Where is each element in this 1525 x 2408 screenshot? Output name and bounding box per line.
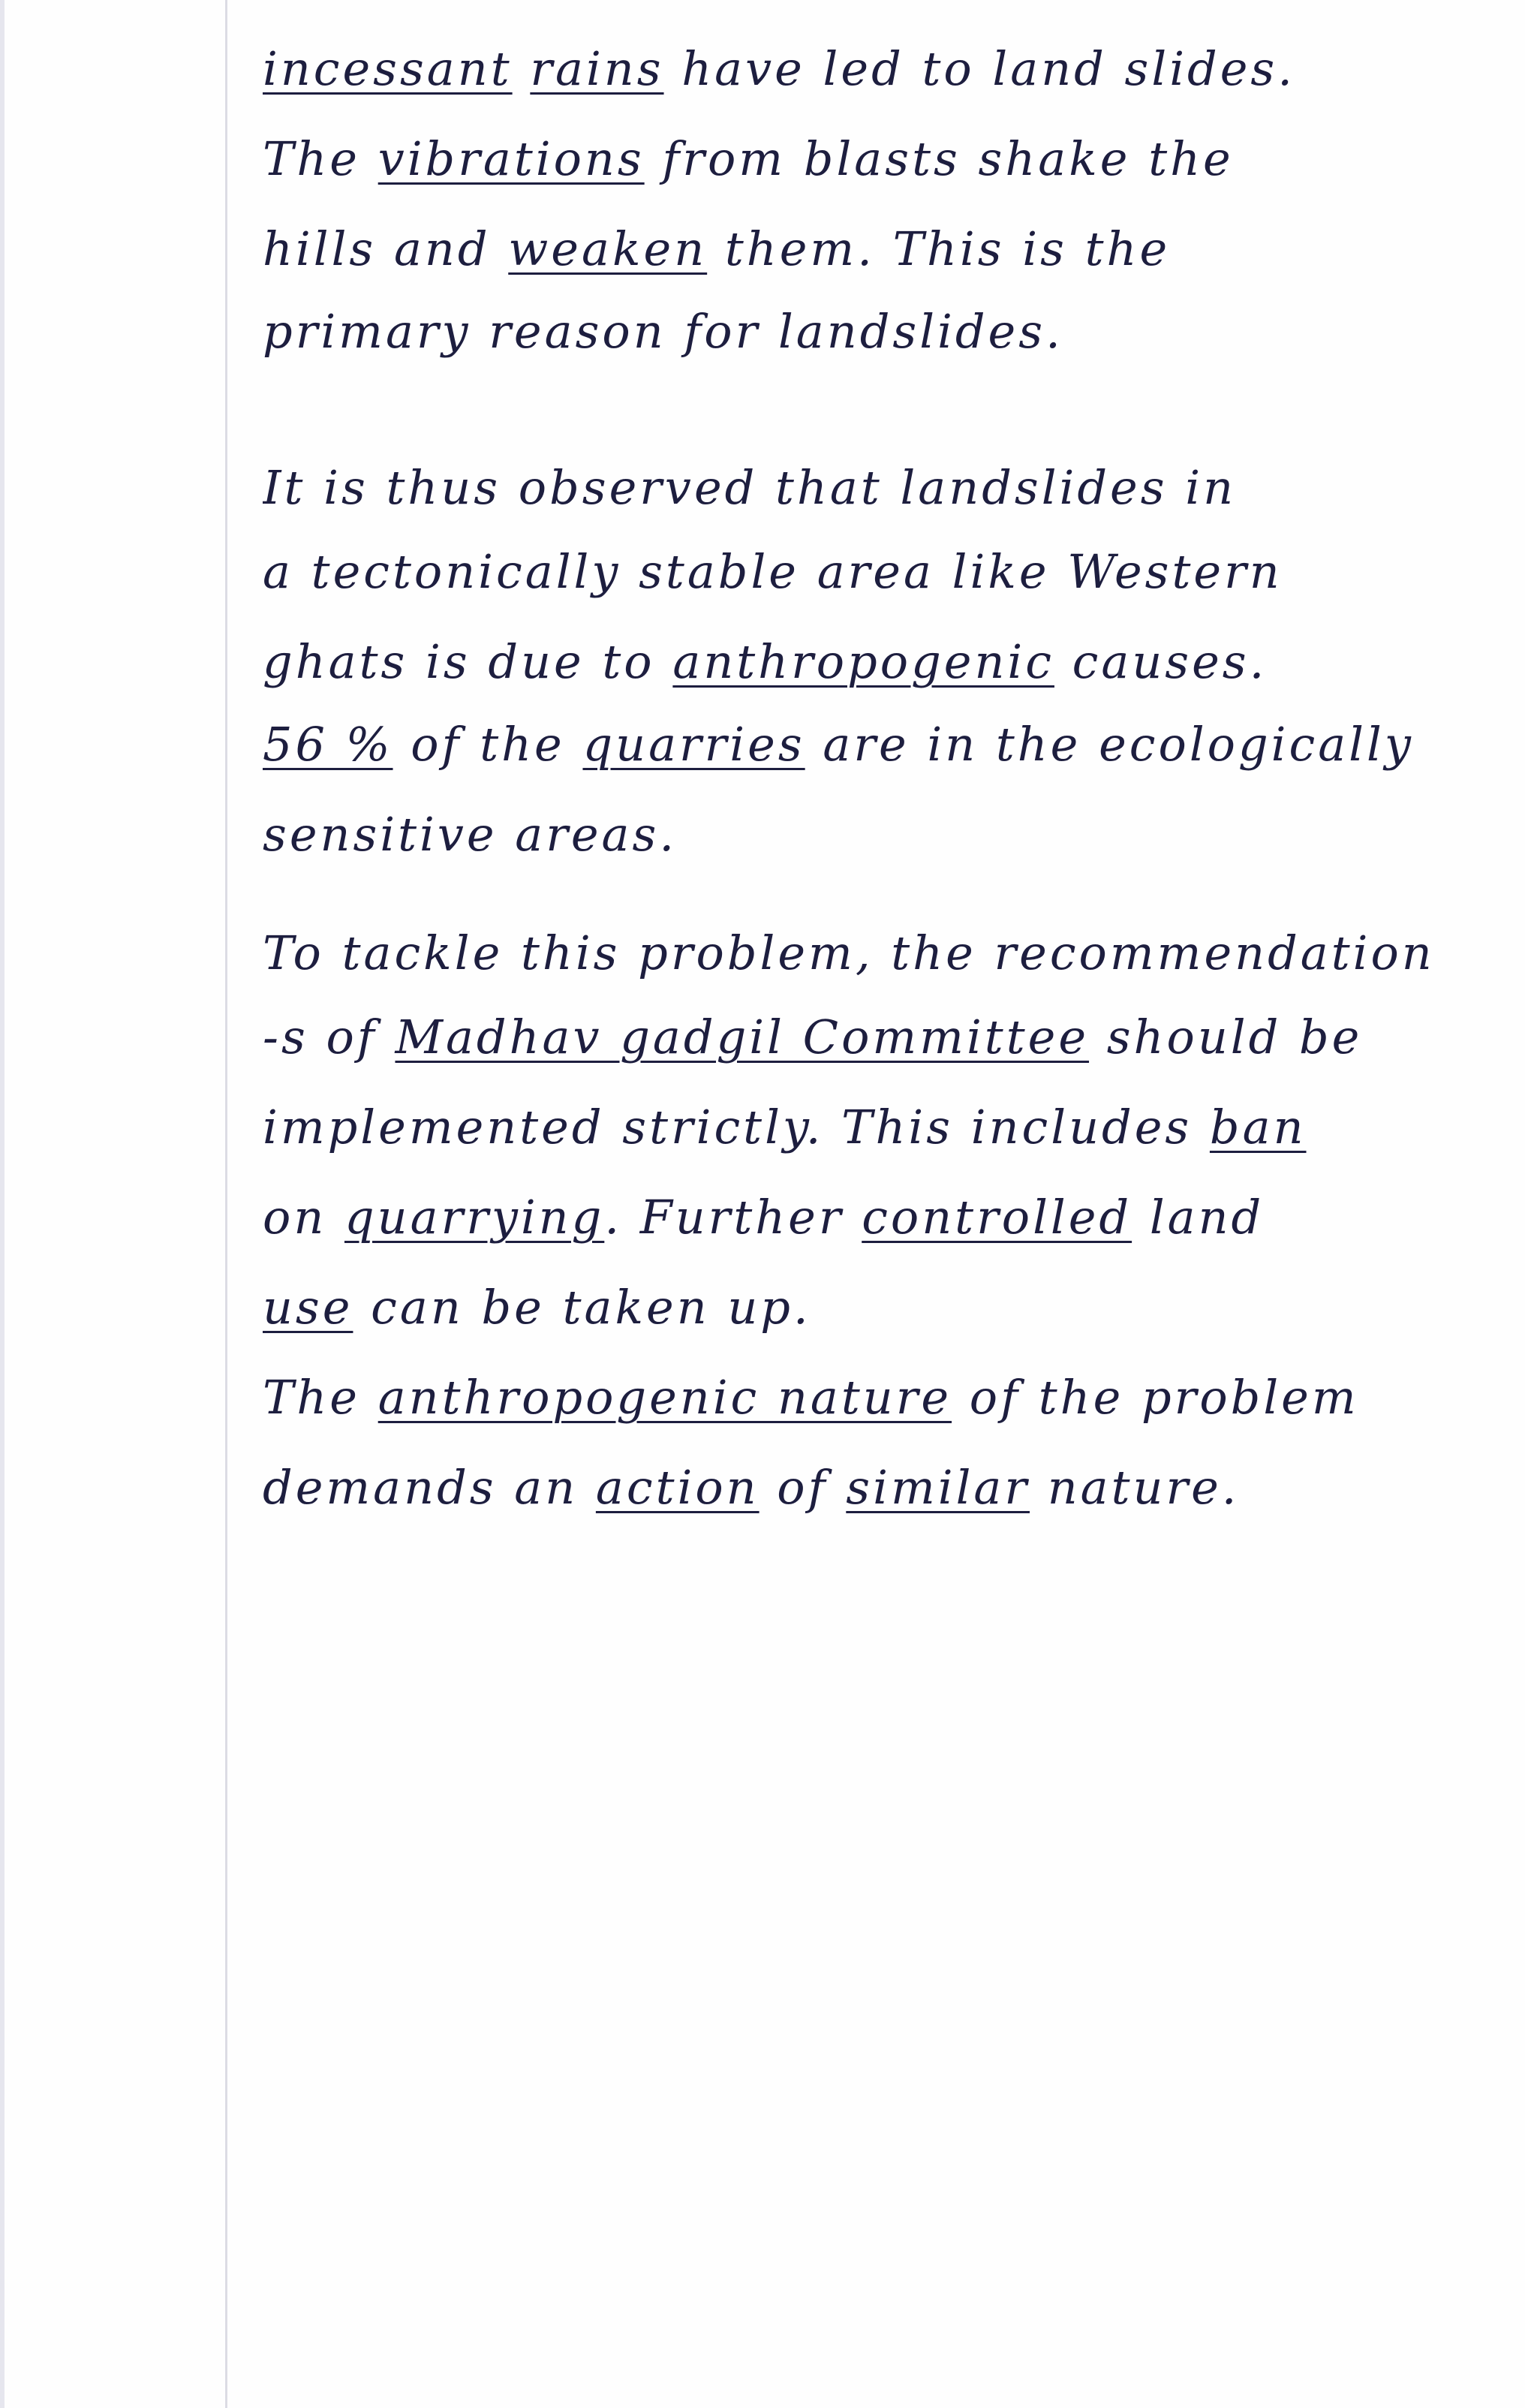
text-line <box>263 129 1508 189</box>
text-segment: a tectonically stable area like Western <box>263 544 1283 599</box>
underlined-phrase: vibrations <box>377 131 645 186</box>
text-line <box>263 1368 1508 1428</box>
underlined-phrase: quarrying <box>344 1190 605 1245</box>
text-line <box>263 1187 1508 1248</box>
text-segment: of the <box>393 717 583 772</box>
text-segment: sensitive areas. <box>263 807 678 862</box>
text-segment: should be <box>1089 1010 1363 1064</box>
text-line <box>263 1007 1508 1067</box>
underlined-phrase: similar <box>846 1460 1030 1515</box>
text-segment: are in the ecologically <box>805 717 1414 772</box>
underlined-phrase: weaken <box>508 221 708 276</box>
text-segment: . Further <box>604 1190 862 1245</box>
text-segment: causes. <box>1054 634 1268 689</box>
text-segment: nature. <box>1030 1460 1240 1515</box>
underlined-phrase: controlled <box>862 1190 1132 1245</box>
text-line <box>263 632 1508 692</box>
text-segment: of <box>759 1460 847 1515</box>
text-segment: To tackle this problem, the recommendation <box>263 926 1435 980</box>
page-edge <box>0 0 5 2408</box>
underlined-phrase: anthropogenic <box>672 634 1054 689</box>
text-segment: It is thus observed that landslides in <box>263 460 1237 515</box>
text-segment: hills and <box>263 221 509 276</box>
underlined-phrase: use <box>263 1280 353 1335</box>
underlined-phrase: rains <box>530 41 664 96</box>
text-line <box>263 805 1508 865</box>
margin-line <box>225 0 227 2408</box>
text-segment: The <box>263 131 378 186</box>
text-segment: ghats is due to <box>263 634 673 689</box>
text-segment: -s of <box>263 1010 396 1064</box>
text-line <box>263 1097 1508 1157</box>
text-line <box>263 923 1508 983</box>
text-line <box>263 302 1508 362</box>
text-segment: primary reason for landslides. <box>263 304 1063 359</box>
text-segment: implemented strictly. This includes <box>263 1100 1210 1154</box>
text-segment: of the problem <box>952 1370 1359 1425</box>
text-line <box>263 715 1508 775</box>
text-line <box>263 1278 1508 1338</box>
text-segment <box>513 41 531 96</box>
text-line <box>263 458 1508 518</box>
text-line <box>263 542 1508 602</box>
text-segment: demands an <box>263 1460 596 1515</box>
text-segment: can be taken up. <box>353 1280 811 1335</box>
underlined-phrase: action <box>595 1460 759 1515</box>
text-segment: have led to land slides. <box>663 41 1295 96</box>
text-segment: from blasts shake the <box>644 131 1234 186</box>
text-line <box>263 219 1508 279</box>
underlined-phrase: 56 % <box>263 717 393 772</box>
text-segment: on <box>263 1190 344 1245</box>
text-line <box>263 39 1508 99</box>
text-segment: them. This is the <box>707 221 1171 276</box>
text-segment: The <box>263 1370 378 1425</box>
underlined-phrase: quarries <box>582 717 805 772</box>
underlined-phrase: incessant <box>263 41 513 96</box>
text-segment: land <box>1132 1190 1265 1245</box>
underlined-phrase: ban <box>1209 1100 1307 1154</box>
underlined-phrase: anthropogenic nature <box>377 1370 952 1425</box>
text-line <box>263 1458 1508 1518</box>
underlined-phrase: Madhav gadgil Committee <box>395 1010 1090 1064</box>
